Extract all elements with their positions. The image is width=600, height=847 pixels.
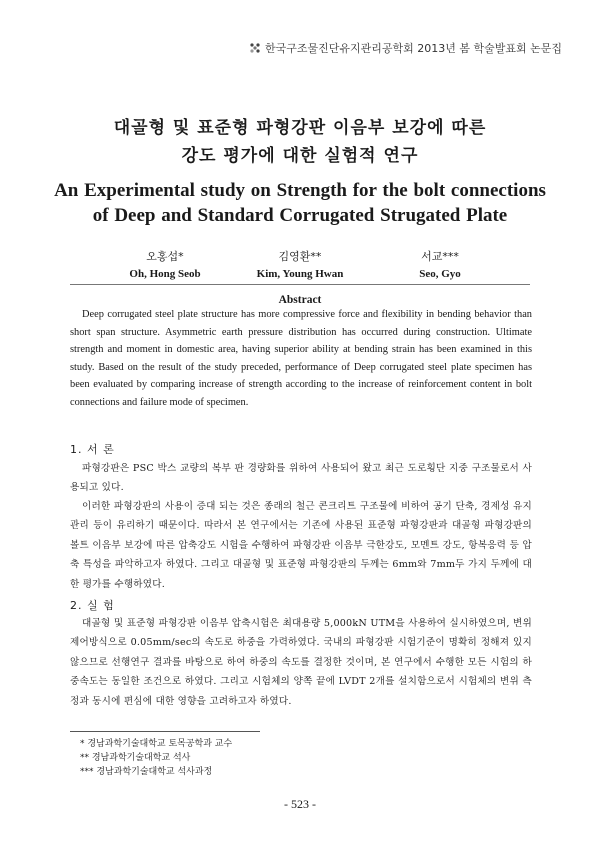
abstract-body: Deep corrugated steel plate structure has more compressive force and flexibility in bending behavior than short span structure. Asymmetric earth pressure distribution has occurred during construction. Ultimate strength and moment in domestic area, having superior ability at bending strain has been examined in this study. Based on the result of the study preceded, performance of Deep corrugated steel plate specimen has been evaluated by comparing increase of strength according to the increase of reinforcement content in bolt connections and failure mode of specimen. <box>70 309 532 408</box>
author-2 <box>220 248 380 280</box>
section-1-paragraph-2: 이러한 파형강판의 사용이 증대 되는 것은 종래의 철근 콘크리트 구조물에 비하여 공기 단축, 경제성 유지관리 등이 유리하기 때문이다. 따라서 본 연구에서는 기존에 사용된 표준형 파형강판과 대골형 파형강판의 볼트 이음부 보강에 따른 압축강도 시험을 수행하여 파형강판 이음부 극한강도, 모멘트 강도, 항복응력 등 압축 특성을 파악하고자 하였다. 그리고 대골형 및 표준형 파형강판의 두께는 6mm와 7mm두 가지 두께에 대한 평가를 수행하였다. <box>70 501 532 590</box>
title-korean-line1: 대골형 및 표준형 파형강판 이음부 보강에 따른 <box>113 118 487 138</box>
section-2-heading: 2. 실 험 <box>70 599 115 612</box>
footnote-divider <box>70 731 260 732</box>
author-1-name-ko: 오홍섭* <box>146 250 184 263</box>
author-3-name-ko: 서교*** <box>421 250 459 263</box>
author-2-name-en: Kim, Young Hwan <box>256 268 344 280</box>
footnote-3: *** 경남과학기술대학교 석사과정 <box>80 767 213 777</box>
section-2-paragraph-1: 대골형 및 표준형 파형강판 이음부 압축시험은 최대용량 5,000kN UTM을 사용하여 실시하였으며, 변위제어방식으로 0.05mm/sec의 속도로 하중을 가력하였다. 국내의 파형강판 시험기준이 명확히 정해져 있지 않으므로 선행연구 결과를 바탕으로 하여 하중의 속도를 결정한 것이며, 본 연구에서 수행한 모든 시험의 하중속도는 동일한 조건으로 하였다. 그리고 시험체의 양쪽 끝에 LVDT 2개를 설치함으로서 시험체의 변위 측정과 동시에 편심에 대한 영향을 고려하고자 하였다. <box>70 618 532 707</box>
running-header <box>249 40 562 56</box>
divider <box>70 284 530 285</box>
title-english-line1: An Experimental study on Strength for the bolt connections <box>54 180 546 201</box>
section-1-paragraph-1: 파형강판은 PSC 박스 교량의 복부 판 경량화를 위하여 사용되어 왔고 최근 도로횡단 지중 구조물로서 사용되고 있다. <box>70 463 532 494</box>
author-3-name-en: Seo, Gyo <box>419 268 461 280</box>
page-number: - 523 - <box>284 797 316 811</box>
decorative-emblem-icon <box>249 42 261 54</box>
footnote-2: ** 경남과학기술대학교 석사 <box>80 753 191 763</box>
abstract-title: Abstract <box>278 294 322 306</box>
header-text: 한국구조물진단유지관리공학회 2013년 봄 학술발표회 논문집 <box>264 42 562 55</box>
author-3 <box>360 248 520 280</box>
title-english-line2: of Deep and Standard Corrugated Strugated Plate <box>92 205 508 226</box>
author-2-name-ko: 김영환** <box>278 250 322 263</box>
title-korean-line2: 강도 평가에 대한 실험적 연구 <box>181 146 419 166</box>
footnote-1: * 경남과학기술대학교 토목공학과 교수 <box>80 739 233 749</box>
section-1-heading: 1. 서 론 <box>70 443 115 456</box>
author-1-name-en: Oh, Hong Seob <box>129 268 201 280</box>
